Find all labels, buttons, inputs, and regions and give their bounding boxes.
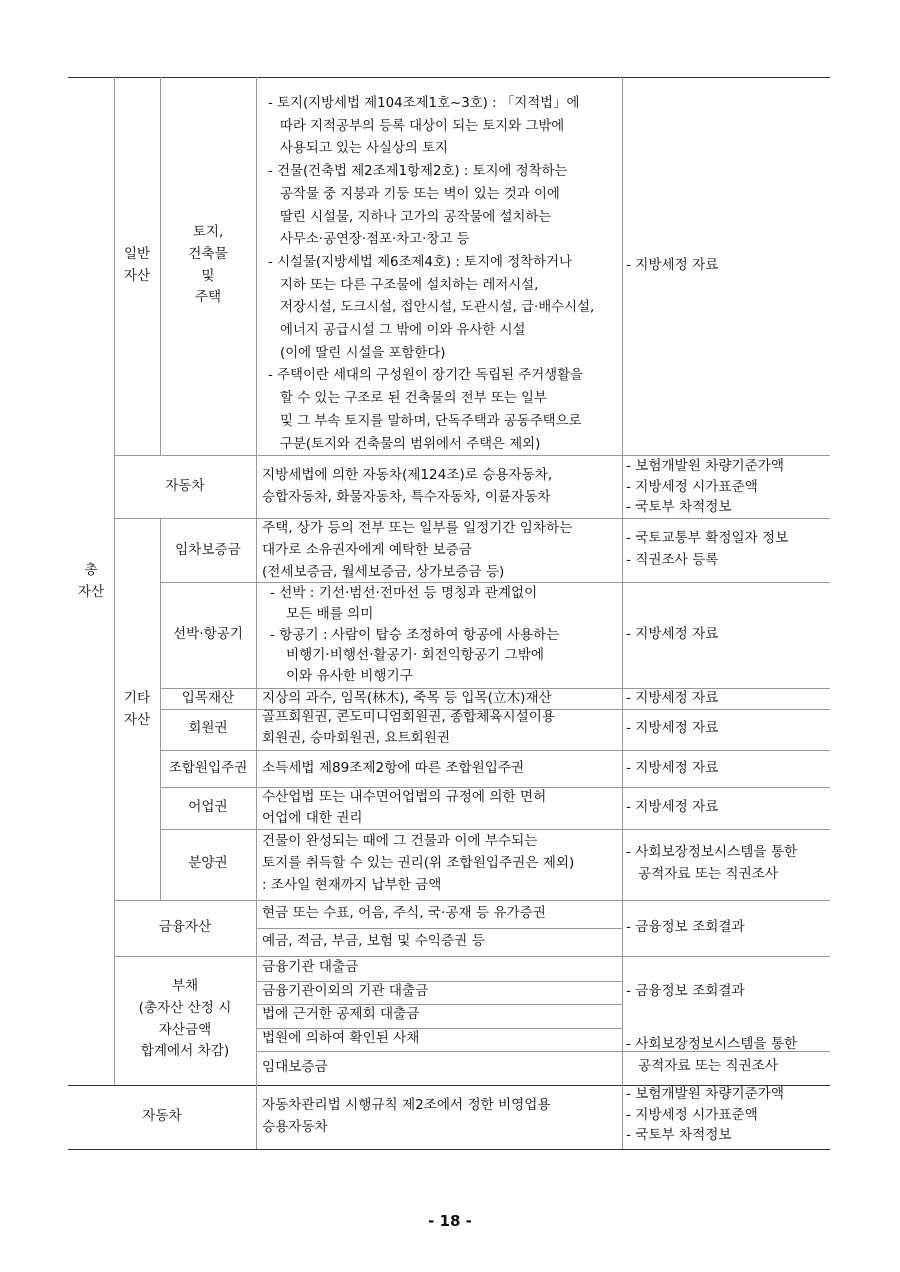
deposit-description: 주택, 상가 등의 전부 또는 일부를 일정기간 임차하는 대가로 소유권자에게 예탁한 보증금 (전세보증금, 월세보증금, 상가보증금 등) xyxy=(262,520,573,580)
presale-label: 분양권 xyxy=(188,855,228,871)
business-car-label: 자동차 xyxy=(142,1108,182,1124)
timber-description: 지상의 과수, 임목(林木), 죽목 등 입목(立木)재산 xyxy=(262,690,552,706)
union-source: - 지방세정 자료 xyxy=(626,760,719,776)
other-asset-label: 기타 자산 xyxy=(123,690,151,728)
timber-source: - 지방세정 자료 xyxy=(626,690,719,706)
deposit-label: 임차보증금 xyxy=(175,542,241,558)
general-asset-label: 일반 자산 xyxy=(123,246,151,284)
fishery-source: - 지방세정 자료 xyxy=(626,799,719,815)
ship-aircraft-description: - 선박 : 기선·범선·전마선 등 명칭과 관계없이 모든 배를 의미 - 항공기 : 사람이 탑승 조정하여 항공에 사용하는 비행기·비행선·활공기· 회전익항공기 그밖에 이와 유사한 비행기구 xyxy=(270,585,560,685)
land-building-source: - 지방세정 자료 xyxy=(626,257,719,273)
land-building-category: 토지, 건축물 및 주택 xyxy=(188,224,228,306)
total-asset-label: 총 자산 xyxy=(77,562,105,600)
financial-source: - 금융정보 조회결과 xyxy=(626,919,745,935)
debt-row: 임대보증금 xyxy=(262,1059,328,1075)
debt-source-financial: - 금융정보 조회결과 xyxy=(626,983,745,999)
membership-source: - 지방세정 자료 xyxy=(626,720,719,736)
presale-description: 건물이 완성되는 때에 그 건물과 이에 부수되는 토지를 취득할 수 있는 권리(위 조합원입주권은 제외) : 조사일 현재까지 납부한 금액 xyxy=(262,833,575,893)
presale-source: - 사회보장정보시스템을 통한 공적자료 또는 직권조사 xyxy=(626,844,798,882)
debt-source-social: - 사회보장정보시스템을 통한 공적자료 또는 직권조사 xyxy=(626,1036,798,1074)
car-label: 자동차 xyxy=(165,478,205,494)
timber-label: 입목재산 xyxy=(181,690,235,706)
union-description: 소득세법 제89조제2항에 따른 조합원입주권 xyxy=(262,760,525,776)
financial-row: 현금 또는 수표, 어음, 주식, 국·공재 등 유가증권 xyxy=(262,905,546,921)
debt-row: 금융기관이외의 기관 대출금 xyxy=(262,983,429,999)
fishery-description: 수산업법 또는 내수면어업법의 규정에 의한 면허 어업에 대한 권리 xyxy=(262,789,547,826)
land-building-description: - 토지(지방세법 제104조제1호~3호) : 「지적법」에 따라 지적공부의 등록 대상이 되는 토지와 그밖에 사용되고 있는 사실상의 토지 - 건물(건축법 제2조제1항제2호) : 토지에 정착하는 공작물 중 지붕과 기둥 또는 벽이 있는 것과 이에 딸린 시설물, 지하나 고가의 공작물에 설치하는 사무소·공연장·점포·차고·창고 등 - 시설물(지방세법 제6조제4호) : 토지에 정착하거나 지하 또는 다른 구조물에 설치하는 레저시설, 저장시설, 도크시설, 접안시설, 도관시설, 급·배수시설, 에너지 공급시설 그 밖에 이와 유사한 시설 (이에 딸린 시설을 포함한다) - 주택이란 세대의 구성원이 장기간 독립된 주거생활을 할 수 있는 구조로 된 건축물의 전부 또는 일부 및 그 부속 토지를 말하며, 단독주택과 공동주택으로 구분(토지와 건축물의 범위에서 주택은 제외) xyxy=(268,96,595,452)
debt-row: 법원에 의하여 확인된 사채 xyxy=(262,1030,420,1046)
deposit-source: - 국토교통부 확정일자 정보 - 직권조사 등록 xyxy=(626,530,789,568)
business-car-description: 자동차관리법 시행규칙 제2조에서 정한 비영업용 승용자동차 xyxy=(262,1097,551,1135)
union-label: 조합원입주권 xyxy=(168,760,248,776)
financial-label: 금융자산 xyxy=(158,919,212,935)
debt-row: 금융기관 대출금 xyxy=(262,959,359,975)
debt-row: 법에 근거한 공제회 대출금 xyxy=(262,1006,420,1022)
fishery-label: 어업권 xyxy=(188,799,228,815)
membership-label: 회원권 xyxy=(188,720,228,736)
membership-description: 골프회원권, 콘도미니엄회원권, 종합체육시설이용 회원권, 승마회원권, 요트회원권 xyxy=(262,709,556,746)
ship-aircraft-label: 선박·항공기 xyxy=(173,626,243,642)
debt-label: 부채 (총자산 산정 시 자산금액 합계에서 차감) xyxy=(138,978,232,1060)
car-description: 지방세법에 의한 자동차(제124조)로 승용자동차, 승합자동차, 화물자동차, 특수자동차, 이륜자동차 xyxy=(262,467,553,505)
car-source: - 보험개발원 차량기준가액 - 지방세정 시가표준액 - 국토부 차적정보 xyxy=(626,458,784,515)
financial-row: 예금, 적금, 부금, 보험 및 수익증권 등 xyxy=(262,933,485,949)
business-car-source: - 보험개발원 차량기준가액 - 지방세정 시가표준액 - 국토부 차적정보 xyxy=(626,1086,784,1143)
page-number: - 18 - xyxy=(428,1212,472,1230)
ship-aircraft-source: - 지방세정 자료 xyxy=(626,626,719,642)
